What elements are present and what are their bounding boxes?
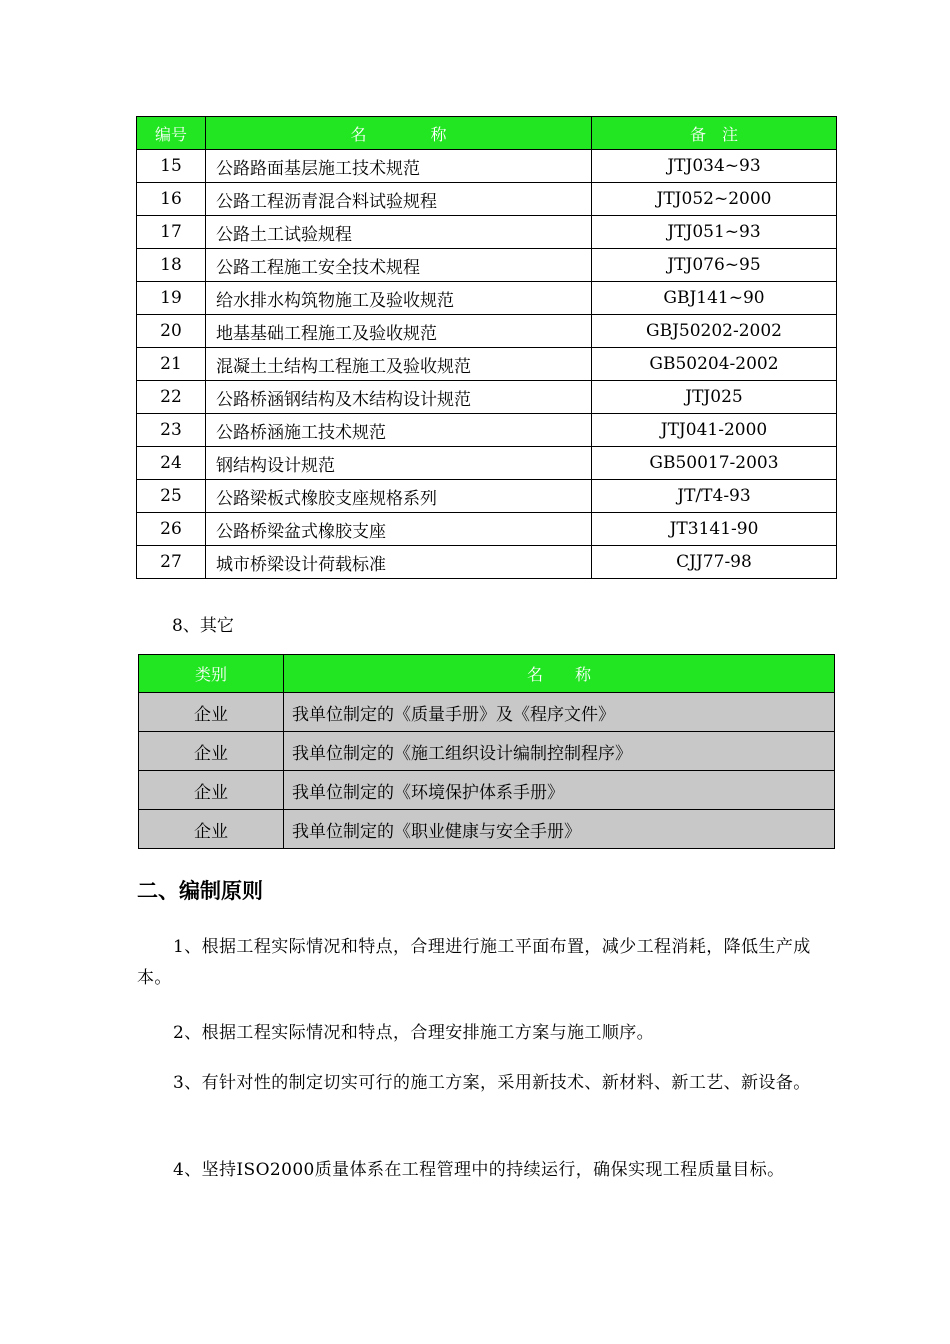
row-note: JTJ025: [592, 381, 837, 414]
table-header-row: [137, 117, 837, 150]
row-name: 我单位制定的《职业健康与安全手册》: [284, 810, 835, 849]
table-row: [137, 546, 837, 579]
paragraph-2: 2、根据工程实际情况和特点，合理安排施工方案与施工顺序。: [173, 1023, 655, 1043]
row-category: 企业: [139, 810, 284, 849]
table-row: [139, 693, 835, 732]
row-name: 混凝土土结构工程施工及验收规范: [206, 348, 592, 381]
table-row: [139, 771, 835, 810]
row-name: 公路路面基层施工技术规范: [206, 150, 592, 183]
row-name: 给水排水构筑物施工及验收规范: [206, 282, 592, 315]
row-note: JTJ034~93: [592, 150, 837, 183]
row-name: 公路桥涵施工技术规范: [206, 414, 592, 447]
header-name: 名 称: [284, 655, 835, 693]
row-number: 18: [137, 249, 206, 282]
paragraph-1: 1、根据工程实际情况和特点，合理进行施工平面布置，减少工程消耗，降低生产成本。: [137, 937, 811, 988]
row-number: 19: [137, 282, 206, 315]
row-note: JT3141-90: [592, 513, 837, 546]
row-number: 23: [137, 414, 206, 447]
enterprise-documents-table: [138, 654, 835, 849]
subheading-other: 8、其它: [172, 616, 234, 636]
row-name: 公路梁板式橡胶支座规格系列: [206, 480, 592, 513]
table-row: [137, 150, 837, 183]
row-name: 公路土工试验规程: [206, 216, 592, 249]
table-row: [137, 216, 837, 249]
header-name: 名 称: [206, 117, 592, 150]
table-row: [137, 315, 837, 348]
table-row: [137, 249, 837, 282]
paragraph-3: 3、有针对性的制定切实可行的施工方案，采用新技术、新材料、新工艺、新设备。: [173, 1073, 811, 1093]
table-row: [137, 513, 837, 546]
table-row: [137, 480, 837, 513]
row-name: 城市桥梁设计荷载标准: [206, 546, 592, 579]
table-row: [137, 282, 837, 315]
row-name: 钢结构设计规范: [206, 447, 592, 480]
paragraph-4: 4、坚持ISO2000质量体系在工程管理中的持续运行，确保实现工程质量目标。: [173, 1160, 785, 1180]
row-number: 24: [137, 447, 206, 480]
row-note: JTJ041-2000: [592, 414, 837, 447]
row-name: 公路工程沥青混合料试验规程: [206, 183, 592, 216]
row-name: 地基基础工程施工及验收规范: [206, 315, 592, 348]
table-row: [139, 732, 835, 771]
table-row: [137, 348, 837, 381]
row-number: 20: [137, 315, 206, 348]
table-row: [139, 810, 835, 849]
row-note: GB50204-2002: [592, 348, 837, 381]
row-name: 我单位制定的《施工组织设计编制控制程序》: [284, 732, 835, 771]
row-number: 15: [137, 150, 206, 183]
row-name: 我单位制定的《环境保护体系手册》: [284, 771, 835, 810]
header-number: 编号: [137, 117, 206, 150]
row-note: GB50017-2003: [592, 447, 837, 480]
row-number: 25: [137, 480, 206, 513]
standards-table: [136, 116, 837, 579]
row-category: 企业: [139, 771, 284, 810]
table-row: [137, 414, 837, 447]
row-note: JTJ051~93: [592, 216, 837, 249]
row-name: 公路工程施工安全技术规程: [206, 249, 592, 282]
row-note: JTJ076~95: [592, 249, 837, 282]
row-number: 21: [137, 348, 206, 381]
row-name: 我单位制定的《质量手册》及《程序文件》: [284, 693, 835, 732]
row-name: 公路桥梁盆式橡胶支座: [206, 513, 592, 546]
row-number: 26: [137, 513, 206, 546]
row-note: GBJ50202-2002: [592, 315, 837, 348]
table-row: [137, 381, 837, 414]
row-category: 企业: [139, 693, 284, 732]
row-note: JTJ052~2000: [592, 183, 837, 216]
row-note: CJJ77-98: [592, 546, 837, 579]
row-category: 企业: [139, 732, 284, 771]
table-row: [137, 447, 837, 480]
table-header-row: [139, 655, 835, 693]
row-number: 16: [137, 183, 206, 216]
row-name: 公路桥涵钢结构及木结构设计规范: [206, 381, 592, 414]
row-number: 27: [137, 546, 206, 579]
header-category: 类别: [139, 655, 284, 693]
header-note: 备 注: [592, 117, 837, 150]
table-row: [137, 183, 837, 216]
row-note: GBJ141~90: [592, 282, 837, 315]
row-note: JT/T4-93: [592, 480, 837, 513]
row-number: 17: [137, 216, 206, 249]
section-title: 二、编制原则: [137, 879, 263, 903]
row-number: 22: [137, 381, 206, 414]
